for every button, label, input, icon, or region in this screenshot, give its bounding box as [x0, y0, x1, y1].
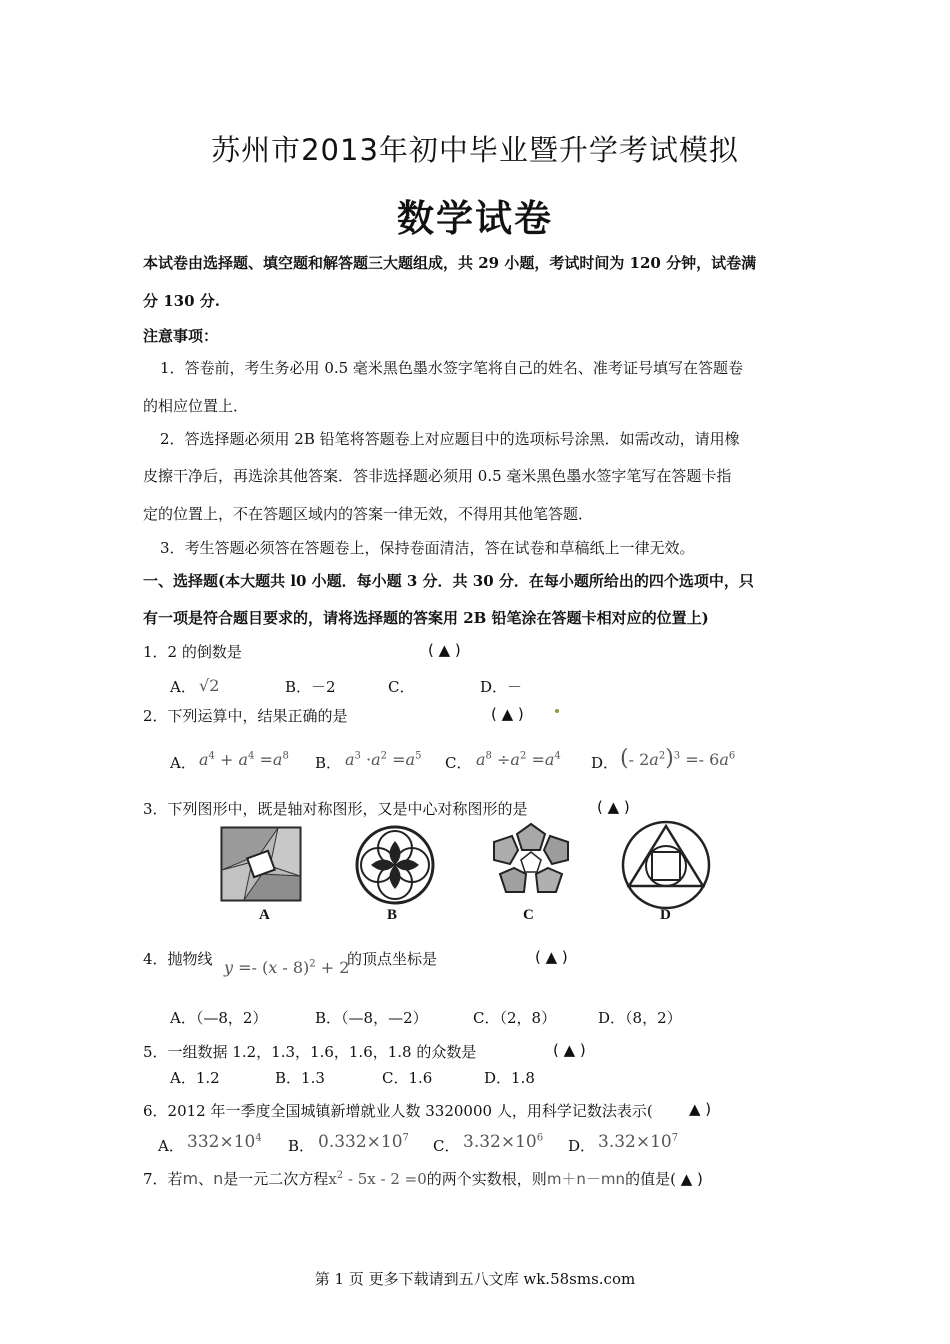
q3-stem: 3．下列图形中，既是轴对称图形，又是中心对称图形的是: [143, 800, 528, 818]
q5-option-d: D．1.8: [484, 1069, 535, 1087]
title-line1: 苏州市2013年初中毕业暨升学考试模拟: [211, 133, 739, 167]
q4-option-c: C．（2，8）: [473, 1009, 557, 1027]
q2-option-b-expr: $a^3 \cdot a^2 =a^5$: [345, 750, 422, 769]
page-footer: 第 1 页 更多下载请到五八文库 wk.58sms.com: [314, 1270, 636, 1288]
q2-option-c-expr: $a^8 \div a^2 =a^4$: [476, 750, 561, 769]
note2-line2: 皮擦干净后，再选涂其他答案．答非选择题必须用 0.5 毫米黑色墨水签字笔写在答题卡指: [143, 467, 732, 485]
figure-a-label: A: [259, 907, 270, 923]
figure-c-pentagon-ring: [488, 822, 574, 898]
intro-line2: 分 130 分.: [143, 292, 220, 310]
q2-stem: 2．下列运算中，结果正确的是: [143, 707, 348, 725]
note1-line1: 1．答卷前，考生务必用 0.5 毫米黑色墨水签字笔将自己的姓名、准考证号填写在答题卷: [160, 359, 743, 377]
q2-option-a-expr: $a^4 + a^4 =a^8$: [199, 750, 289, 769]
q4-stem-pre: 4．抛物线: [143, 950, 213, 968]
q2-answer-mark: ( ▲ ): [491, 705, 524, 723]
q1-stem: 1．2 的倒数是: [143, 643, 242, 661]
q6-answer-mark-tail: ▲ ): [689, 1100, 712, 1118]
q7-expr: m＋n－mn: [546, 1170, 626, 1188]
q7-equation: $x^2 - 5x - 2 =0$: [328, 1170, 427, 1188]
q1-option-c: C．: [388, 678, 415, 696]
q7-post: 的两个实数根，则: [426, 1170, 547, 1188]
q6-option-d-label: D．: [568, 1137, 596, 1155]
note3: 3．考生答题必须答在答题卷上，保持卷面清洁，答在试卷和草稿纸上一律无效。: [160, 539, 695, 557]
note2-line1: 2．答选择题必须用 2B 铅笔将答题卷上对应题目中的选项标号涂黑．如需改动，请用橡: [160, 430, 740, 448]
q4-option-b: B．（—8，—2）: [315, 1009, 428, 1027]
q6-stem: 6．2012 年一季度全国城镇新增就业人数 3320000 人，用科学记数法表示(: [143, 1102, 653, 1120]
note1-line2: 的相应位置上．: [143, 397, 249, 415]
intro-line1: 本试卷由选择题、填空题和解答题三大题组成，共 29 小题，考试时间为 120 分钟，试卷满: [143, 254, 757, 272]
q4-parabola-expr: y =- (x - 8)$^2$ + 2: [224, 958, 350, 977]
figure-b-four-petal-circle: [354, 824, 436, 906]
q5-answer-mark: ( ▲ ): [553, 1041, 586, 1059]
q7-var-m: m: [182, 1169, 199, 1188]
q4-option-d: D．（8，2）: [598, 1009, 682, 1027]
q6-option-a-label: A．: [158, 1137, 184, 1155]
q6-option-d-expr: $3.32\times 10^7$: [598, 1132, 679, 1152]
q4-option-a: A．（—8，2）: [170, 1009, 268, 1027]
q4-stem-post: 的顶点坐标是: [347, 950, 438, 968]
figure-b-label: B: [387, 907, 398, 923]
q7-line: [143, 1168, 703, 1189]
q6-option-a-expr: $332\times 10^4$: [187, 1132, 262, 1152]
q2-option-c-label: C．: [445, 754, 472, 772]
section1-line1: 一、选择题(本大题共 l0 小题．每小题 3 分．共 30 分．在每小题所给出的四个选项中，只: [143, 572, 754, 590]
q4-answer-mark: ( ▲ ): [535, 948, 568, 966]
q1-option-d: D．－: [480, 678, 523, 696]
q1-option-a-label: A．: [170, 678, 196, 696]
q5-option-b: B．1.3: [275, 1069, 325, 1087]
q2-option-d-label: D．: [591, 754, 619, 772]
q1-option-a-value: √2: [199, 676, 220, 695]
q7-tail: 的值是(: [625, 1170, 676, 1188]
figure-d-label: D: [660, 907, 671, 923]
figure-c-label: C: [523, 907, 534, 923]
q7-sep: 、: [198, 1170, 214, 1188]
stray-dot: [555, 709, 559, 713]
q1-option-b: B．－2: [285, 678, 336, 696]
figure-a-pinwheel-square: [220, 826, 302, 902]
notes-heading: 注意事项：: [143, 327, 219, 345]
q6-option-c-expr: $3.32\times 10^6$: [463, 1132, 544, 1152]
q6-option-b-expr: $0.332\times 10^7$: [318, 1132, 409, 1152]
q2-option-b-label: B．: [315, 754, 342, 772]
q2-option-a-label: A．: [170, 754, 196, 772]
section1-line2: 有一项是符合题目要求的，请将选择题的答案用 2B 铅笔涂在答题卡相对应的位置上): [143, 609, 709, 627]
note2-line3: 定的位置上，不在答题区域内的答案一律无效，不得用其他笔答题．: [143, 505, 594, 523]
title-line2: 数学试卷: [397, 197, 553, 240]
figure-d-circle-triangle-square: [620, 820, 712, 910]
q6-option-c-label: C．: [433, 1137, 460, 1155]
q6-option-b-label: B．: [288, 1137, 315, 1155]
q7-pre: 7．若: [143, 1170, 183, 1188]
q7-var-n: n: [213, 1169, 224, 1188]
q5-stem: 5．一组数据 1.2，1.3，1.6，1.6，1.8 的众数是: [143, 1043, 477, 1061]
q5-option-c: C．1.6: [382, 1069, 433, 1087]
q2-option-d-expr: (- $2a^2)^3 =- 6a^6$: [620, 746, 736, 771]
q3-answer-mark: ( ▲ ): [597, 798, 630, 816]
q7-mid: 是一元二次方程: [223, 1170, 329, 1188]
q5-option-a: A．1.2: [170, 1069, 220, 1087]
q7-answer-mark-tail: ▲ ): [680, 1170, 703, 1188]
q1-answer-mark: ( ▲ ): [428, 641, 461, 659]
